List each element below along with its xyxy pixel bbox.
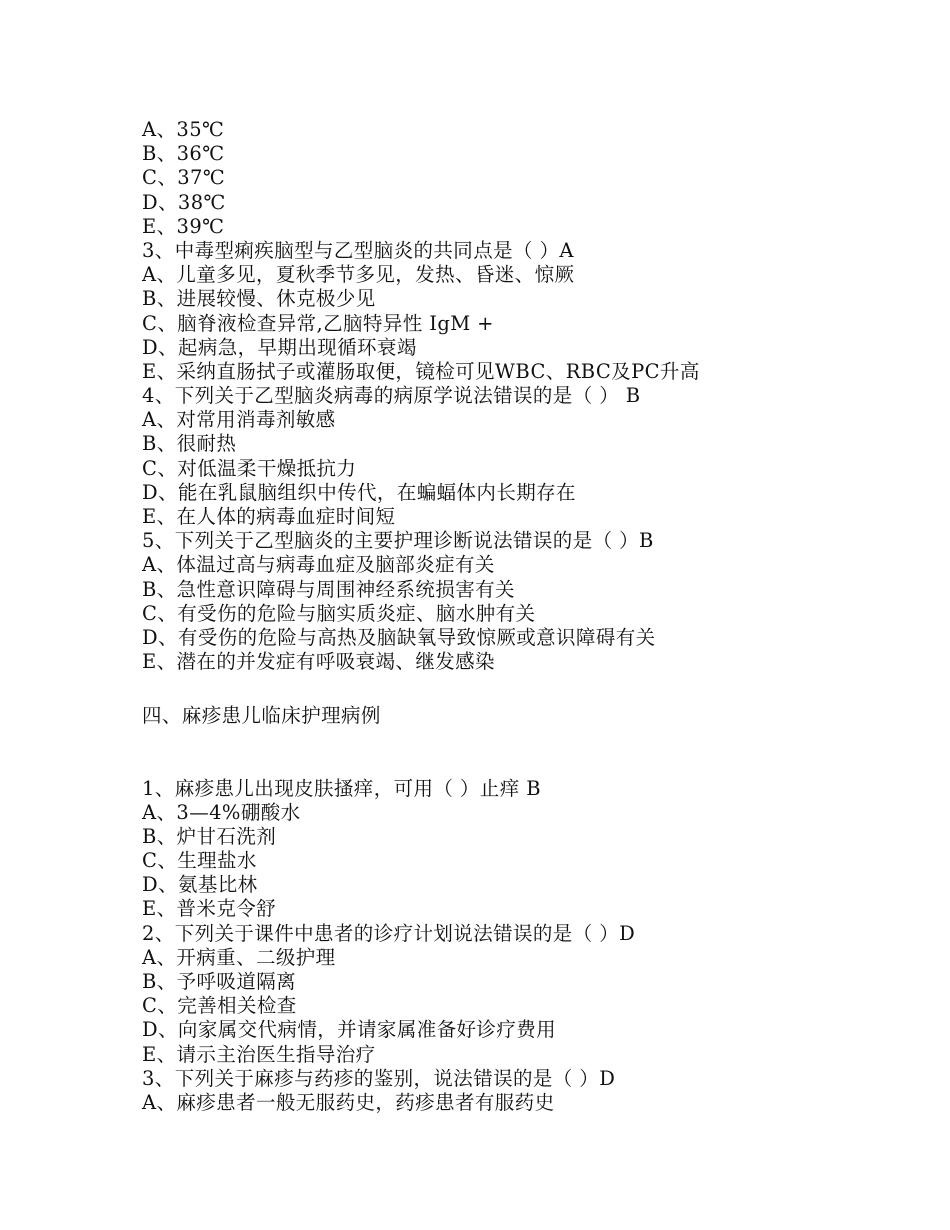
question-5-nursing: 5、下列关于乙型脑炎的主要护理诊断说法错误的是（ ）B bbox=[142, 529, 654, 553]
measles-question-3: 3、下列关于麻疹与药疹的鉴别，说法错误的是（ ）D bbox=[142, 1066, 616, 1090]
measles-question-2-option-a: A、开病重、二级护理 bbox=[142, 945, 336, 969]
question-3-option-e: E、采纳直肠拭子或灌肠取便，镜检可见WBC、RBC及PC升高 bbox=[142, 359, 700, 383]
question-4-option-e: E、在人体的病毒血症时间短 bbox=[142, 505, 396, 528]
measles-question-3-option-a: A、麻疹患者一般无服药史，药疹患者有服药史 bbox=[142, 1090, 555, 1114]
measles-question-2-option-e: E、请示主治医生指导治疗 bbox=[142, 1042, 376, 1066]
spacer bbox=[142, 674, 902, 704]
option-c-temp-37: C、37℃ bbox=[142, 166, 226, 190]
measles-question-1-option-a: A、3—4%硼酸水 bbox=[142, 800, 301, 824]
question-4-option-b: B、很耐热 bbox=[142, 432, 237, 456]
measles-question-1-option-d: D、氨基比林 bbox=[142, 873, 258, 897]
question-5-option-a: A、体温过高与病毒血症及脑部炎症有关 bbox=[142, 553, 495, 577]
question-5-option-e: E、潜在的并发症有呼吸衰竭、继发感染 bbox=[142, 650, 495, 674]
question-3-option-b: B、进展较慢、休克极少见 bbox=[142, 287, 376, 311]
question-4-option-a: A、对常用消毒剂敏感 bbox=[142, 408, 336, 432]
question-3-option-d: D、起病急，早期出现循环衰竭 bbox=[142, 335, 417, 359]
question-3-option-a: A、儿童多见，夏秋季节多见，发热、昏迷、惊厥 bbox=[142, 263, 575, 287]
question-4-virus: 4、下列关于乙型脑炎病毒的病原学说法错误的是（ ） B bbox=[142, 384, 641, 408]
measles-question-1: 1、麻疹患儿出现皮肤搔痒，可用（ ）止痒 B bbox=[142, 776, 541, 800]
question-4-option-d: D、能在乳鼠脑组织中传代，在蝙蝠体内长期存在 bbox=[142, 480, 576, 504]
option-e-temp-39: E、39℃ bbox=[142, 214, 225, 238]
measles-question-2: 2、下列关于课件中患者的诊疗计划说法错误的是（ ）D bbox=[142, 921, 636, 945]
question-5-option-c: C、有受伤的危险与脑实质炎症、脑水肿有关 bbox=[142, 601, 536, 625]
spacer bbox=[142, 729, 902, 777]
measles-question-1-option-e: E、普米克令舒 bbox=[142, 897, 277, 921]
question-5-option-d: D、有受伤的危险与高热及脑缺氧导致惊厥或意识障碍有关 bbox=[142, 625, 656, 649]
measles-question-2-option-b: B、予呼吸道隔离 bbox=[142, 970, 297, 993]
question-3-encephalitis: 3、中毒型痢疾脑型与乙型脑炎的共同点是（ ）A bbox=[142, 238, 574, 262]
measles-question-2-option-c: C、完善相关检查 bbox=[142, 994, 297, 1018]
option-d-temp-38: D、38℃ bbox=[142, 190, 226, 214]
question-5-option-b: B、急性意识障碍与周围神经系统损害有关 bbox=[142, 577, 515, 601]
option-b-temp-36: B、36℃ bbox=[142, 142, 225, 166]
question-4-option-c: C、对低温柔干燥抵抗力 bbox=[142, 456, 357, 480]
question-3-option-c: C、脑脊液检查异常,乙脑特异性 IgM + bbox=[142, 311, 494, 335]
measles-question-2-option-d: D、向家属交代病情，并请家属准备好诊疗费用 bbox=[142, 1018, 557, 1042]
section-title: 四、麻疹患儿临床护理病例 bbox=[142, 704, 381, 728]
option-a-temp-35: A、35℃ bbox=[142, 118, 225, 141]
document-body bbox=[142, 118, 902, 1115]
measles-question-1-option-c: C、生理盐水 bbox=[142, 849, 257, 873]
measles-question-1-option-b: B、炉甘石洗剂 bbox=[142, 824, 277, 848]
